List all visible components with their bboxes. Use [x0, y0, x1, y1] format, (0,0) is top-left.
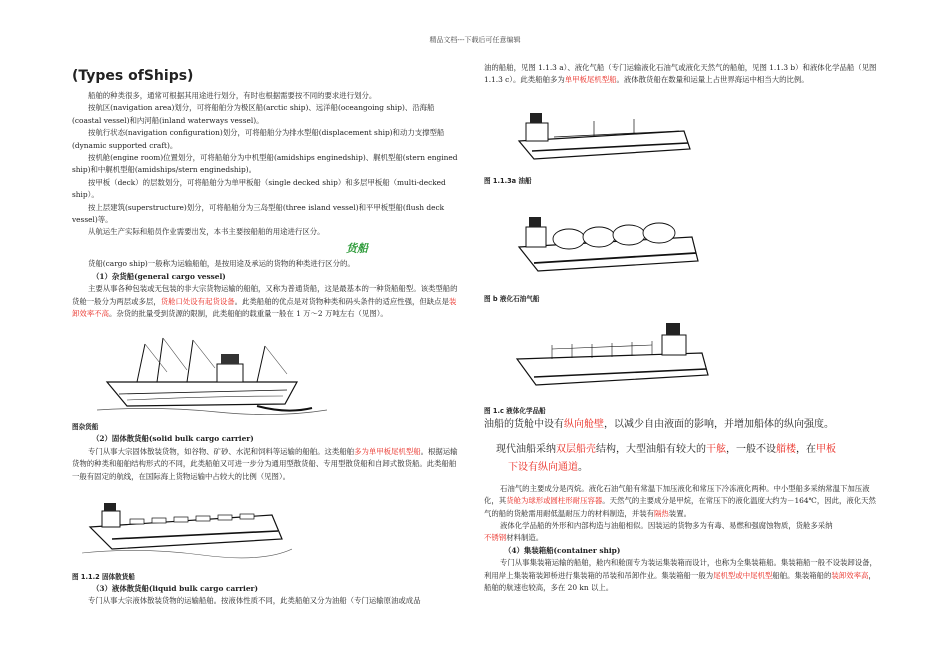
highlight-spherical-tank: 货舱为球形或圆柱形耐压容器 [506, 496, 603, 506]
highlight-double-hull: 双层船壳 [556, 443, 596, 455]
highlight-liquid-single-deck: 单甲板尾机型船 [564, 75, 617, 85]
highlight-aft-engine: 尾机型或中尾机型 [713, 570, 773, 580]
highlight-forecastle: 艏楼 [776, 443, 796, 455]
general-cargo-heading: （1）杂货船(general cargo vessel) [92, 271, 226, 281]
liquid-bulk-paragraph: 专门从事大宗液体散装货物的运输船舶。按液体性质不同，此类船舶又分为油船（专门运输原油或成品 [88, 596, 421, 606]
section-title: (Types ofShips) [72, 68, 194, 84]
chemical-tanker-image [512, 311, 712, 401]
lpg-carrier-image [514, 197, 704, 289]
bulk-carrier-image [82, 487, 292, 565]
classification-superstructure: 按上层建筑(superstructure)划分，可将船舶分为三岛型船(three island vessel)和平甲板型船(flush deck vessel)等。 [72, 202, 445, 225]
liquid-bulk-heading: （3）液体散货船(liquid bulk cargo carrier) [92, 583, 258, 593]
oil-tanker-image [514, 101, 694, 171]
highlight-longitudinal-bulkhead: 纵向舱壁 [564, 418, 604, 430]
general-cargo-paragraph: 主要从事各种包装或无包装的非大宗货物运输的船舶，又称为普通货船，这是最基本的一种货船船型。该类型船的货舱一般分为两层或多层，货舱口处设有起货设备。此类船舶的优点是对货物种类和码头条件的适应性强，但缺点是装卸效率不高。杂货的批量受到货源的限制，此类船舶的载重量一般在 1 万～2 万吨左右（见图）。 [72, 284, 458, 318]
cargo-ship-heading: 货船 [346, 241, 368, 255]
classification-engine-room: 按机舱(engine room)位置划分，可将船舶分为中机型船(amidships enginedship)、艉机型船(stern engined ship)和中艉机型船(amidships/stern enginedship)。 [72, 153, 458, 175]
liquid-bulk-continued: 油的船舶，见图 1.1.3 a）、液化气船（专门运输液化石油气或液化天然气的船舶，见图 1.1.3 b）和液体化学品船（见图 1.1.3 c）。此类船舶多为单甲板尾机型船。液体散货船在数量和运量上占世界海运中相当大的比例。 [484, 63, 877, 85]
bulk-heading: （2）固体散货船(solid bulk cargo carrier) [92, 434, 254, 444]
classification-deck: 按甲板（deck）的层数划分，可将船舶分为单甲板船（single decked ship）和多层甲板船（multi-decked ship）。 [72, 177, 446, 200]
left-column [72, 64, 462, 608]
bulk-paragraph: 专门从事大宗固体散装货物，如谷物、矿砂、水泥和饲料等运输的船舶。这类船舶多为单甲板尾机型船。根据运输货物的种类和船舶结构形式的不同，此类船舶又可进一步分为通用型散货船、专用型散货船和自卸式散货船。此类船舶一般有固定的航线，在国际海上货物运输中占较大的比例（见图）。 [72, 446, 458, 481]
highlight-high-efficiency: 装卸效率高 [831, 570, 869, 580]
caption-lpg-carrier: 图 b 液化石油气船 [484, 294, 540, 303]
page-header: 精品文档---下载后可任意编辑 [429, 36, 521, 44]
highlight-deck: 甲板 [816, 443, 836, 455]
caption-bulk-carrier: 图 1.1.2 固体散货船 [72, 572, 135, 581]
highlight-passage: 下设有纵向通道 [508, 461, 578, 473]
classification-navigation-area: 按航区(navigation area)划分，可将船舶分为极区船(arctic ship)、远洋船(oceangoing ship)、沿海船(coastal vessel)和内河船(inland waterways vessel)。 [72, 103, 435, 125]
caption-general-cargo: 图杂货船 [72, 423, 99, 432]
highlight-low-efficiency: 装卸效率不高 [72, 296, 457, 318]
container-ship-heading: （4）集装箱船(container ship) [504, 545, 621, 555]
caption-oil-tanker: 图 1.1.3a 油船 [484, 176, 532, 185]
container-paragraph: 专门从事集装箱运输的船舶，舱内和舱面专为装运集装箱而设计，也称为全集装箱船。集装箱船一般不设装卸设备，利用岸上集装箱装卸桥进行集装箱的吊装和吊卸作业。集装箱船一般为尾机型或中尾机型船舶。集装箱船的装卸效率高，船舶的航速也较高，多在 20 kn 以上。 [484, 558, 877, 593]
intro-paragraph: 船舶的种类很多，通常可根据其用途进行划分，有时也根据需要按不同的要求进行划分。 [88, 91, 377, 100]
general-cargo-ship-image [97, 324, 327, 419]
caption-chemical-tanker: 图 1.c 液体化学品船 [484, 406, 546, 415]
highlight-cargo-gear: 货舱口处设有起货设备 [160, 296, 235, 306]
highlight-freeboard: 干舷 [706, 443, 726, 455]
classification-navigation-configuration: 按航行状态(navigation configuration)划分，可将船舶分为排水型船(displacement ship)和动力支撑型船(dynamic supported craft)。 [72, 128, 445, 150]
gas-carrier-paragraph: 石油气的主要成分是丙烷。液化石油气船有常温下加压液化和常压下冷冻液化两种。中小型船多采纳常温下加压液化，其货舱为球形或圆柱形耐压容器。天然气的主要成分是甲烷，在常压下的液化温度大约为－164℃，因此，液化天然气的船的货舱需用耐低温耐压力的材料制造，并装有隔热装置。 [484, 483, 876, 518]
highlight-single-deck-aft: 多为单甲板尾机型船 [354, 446, 421, 456]
tanker-bulkhead-note: 油船的货舱中设有纵向舱壁，以减少自由液面的影响，并增加船体的纵向强度。 [484, 418, 834, 430]
highlight-insulation: 隔热 [654, 508, 669, 518]
tanker-structure-note: 现代油船采纳双层船壳结构，大型油船有较大的干舷，一般不设艏楼，在甲板 下设有纵向通道。 [496, 443, 836, 473]
highlight-stainless: 不锈钢 [484, 533, 507, 543]
right-column [484, 62, 879, 594]
chemical-paragraph: 液体化学品船的外形和内部构造与油船相似。因装运的货物多为有毒、易燃和强腐蚀物质，货舱多采纳 不锈钢材料制造。 [484, 521, 833, 543]
classification-note: 从航运生产实际和船员作业需要出发，本书主要按船舶的用途进行区分。 [88, 227, 325, 237]
cargo-intro: 货船(cargo ship)一般称为运输船舶，是按用途及承运的货物的种类进行区分的。 [88, 259, 355, 269]
